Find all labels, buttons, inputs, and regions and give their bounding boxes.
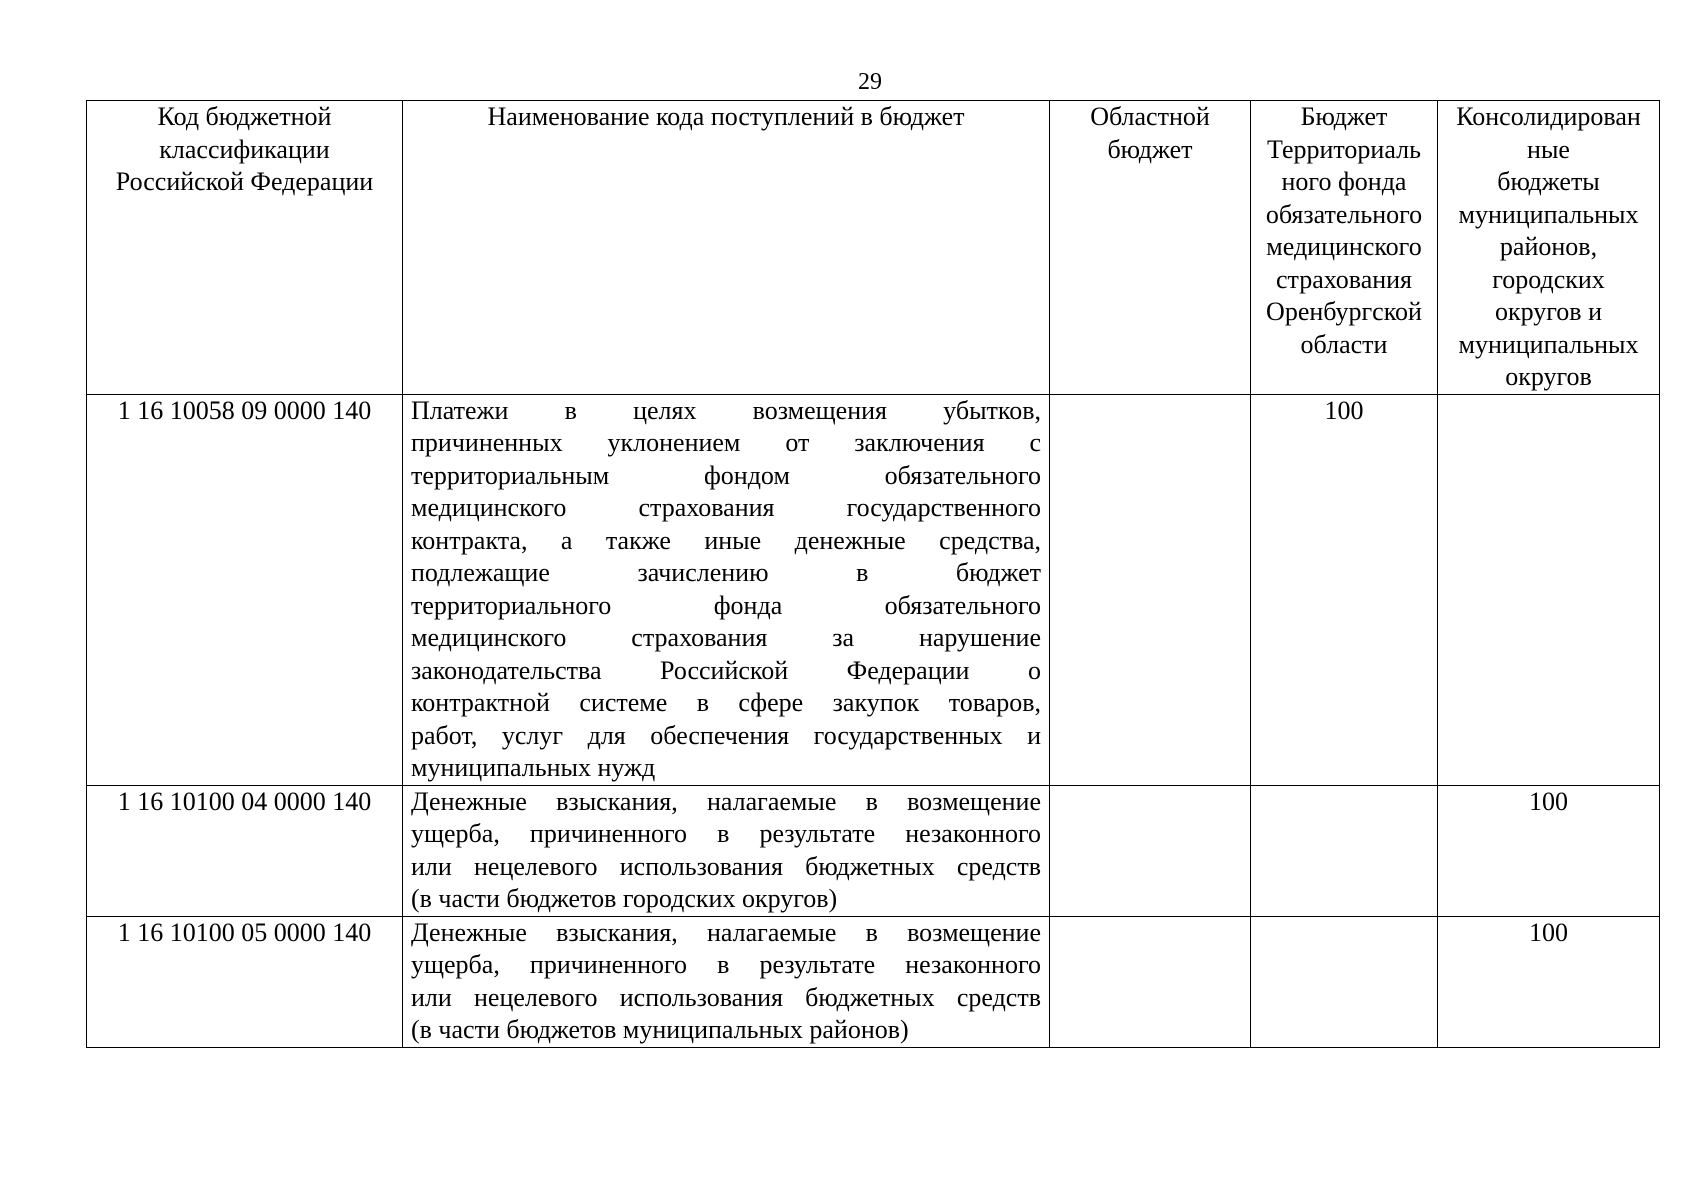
header-regional-line: Областной — [1090, 102, 1210, 131]
header-code — [87, 101, 403, 395]
header-code-line: Российской Федерации — [115, 167, 374, 196]
row-name-line: территориального фонда обязательного — [411, 590, 1041, 620]
row-tfoms-budget-cell — [1251, 785, 1438, 916]
header-consolidated-line: муниципальных — [1458, 199, 1639, 229]
row-name-line: территориальным фондом обязательного — [411, 460, 1041, 490]
header-tfoms-budget — [1251, 101, 1438, 395]
row-name-line: или нецелевого использования бюджетных средств — [411, 982, 1041, 1012]
header-regional-budget — [1050, 101, 1251, 395]
header-tfoms-line: медицинского — [1266, 232, 1422, 261]
row-tfoms-budget-cell — [1251, 916, 1438, 1047]
header-consolidated-line: бюджеты — [1497, 167, 1600, 196]
row-name-line: Платежи в целях возмещения убытков, — [411, 395, 1041, 425]
row-name-line: муниципальных нужд — [411, 753, 656, 782]
header-consolidated-line: городских — [1492, 264, 1605, 294]
header-tfoms-line: ного фонда — [1281, 167, 1407, 196]
row-regional-budget-cell — [1050, 916, 1251, 1047]
header-tfoms-line: страхования — [1275, 264, 1413, 294]
header-consolidated-line: муниципальных — [1458, 329, 1639, 359]
header-code-line: классификации — [159, 134, 330, 164]
row-name-line: медицинского страхования за нарушение — [411, 623, 1041, 652]
row-name-line: законодательства Российской Федерации о — [411, 655, 1041, 685]
header-tfoms-line: области — [1300, 329, 1388, 359]
row-code-cell: 1 16 10058 09 0000 140 — [87, 394, 403, 785]
budget-classification-table — [86, 100, 1660, 1048]
header-tfoms-line: Территориаль — [1267, 134, 1421, 164]
table-row — [87, 785, 1660, 916]
table-row — [87, 394, 1660, 785]
header-consolidated-line: Консолидирован — [1456, 102, 1641, 131]
row-name-line: Денежные взыскания, налагаемые в возмещение — [411, 917, 1041, 947]
row-name-cell — [403, 785, 1050, 916]
header-consolidated-line: округов — [1505, 362, 1592, 391]
row-code-cell: 1 16 10100 04 0000 140 — [87, 785, 403, 916]
row-name-line: Денежные взыскания, налагаемые в возмещение — [411, 786, 1041, 816]
row-consolidated-budget-cell — [1438, 394, 1660, 785]
header-regional-line: бюджет — [1107, 134, 1193, 164]
row-regional-budget-cell — [1050, 785, 1251, 916]
row-name-line: (в части бюджетов городских округов) — [411, 884, 838, 913]
header-name — [403, 101, 1050, 395]
row-regional-budget-cell — [1050, 394, 1251, 785]
header-consolidated-line: ные — [1527, 134, 1570, 164]
row-code-cell: 1 16 10100 05 0000 140 — [87, 916, 403, 1047]
header-consolidated-line: районов, — [1499, 232, 1598, 261]
row-name-line: медицинского страхования государственного — [411, 493, 1041, 522]
row-name-line: или нецелевого использования бюджетных средств — [411, 851, 1041, 881]
row-name-line: подлежащие зачислению в бюджет — [411, 558, 1041, 587]
header-consolidated-budget — [1438, 101, 1660, 395]
header-consolidated-line: округов и — [1495, 297, 1602, 326]
row-consolidated-budget-cell: 100 — [1438, 916, 1660, 1047]
row-name-line: контракта, а также иные денежные средства, — [411, 525, 1041, 555]
row-name-cell — [403, 394, 1050, 785]
row-name-line: (в части бюджетов муниципальных районов) — [411, 1015, 909, 1044]
header-name-line: Наименование кода поступлений в бюджет — [487, 102, 965, 131]
header-code-line: Код бюджетной — [157, 102, 332, 131]
header-tfoms-line: обязательного — [1265, 199, 1423, 229]
row-name-cell — [403, 916, 1050, 1047]
row-name-line: причиненных уклонением от заключения с — [411, 428, 1041, 457]
row-consolidated-budget-cell: 100 — [1438, 785, 1660, 916]
table-row — [87, 916, 1660, 1047]
table-header-row — [87, 101, 1660, 395]
row-name-line: ущерба, причиненного в результате незаконного — [411, 819, 1041, 848]
row-name-line: работ, услуг для обеспечения государственных и — [411, 720, 1041, 750]
row-name-line: контрактной системе в сфере закупок товаров, — [411, 688, 1041, 717]
header-tfoms-line: Оренбургской — [1266, 297, 1422, 326]
header-tfoms-line: Бюджет — [1300, 102, 1388, 131]
page-number: 29 — [858, 69, 882, 95]
row-tfoms-budget-cell: 100 — [1251, 394, 1438, 785]
row-name-line: ущерба, причиненного в результате незаконного — [411, 950, 1041, 979]
